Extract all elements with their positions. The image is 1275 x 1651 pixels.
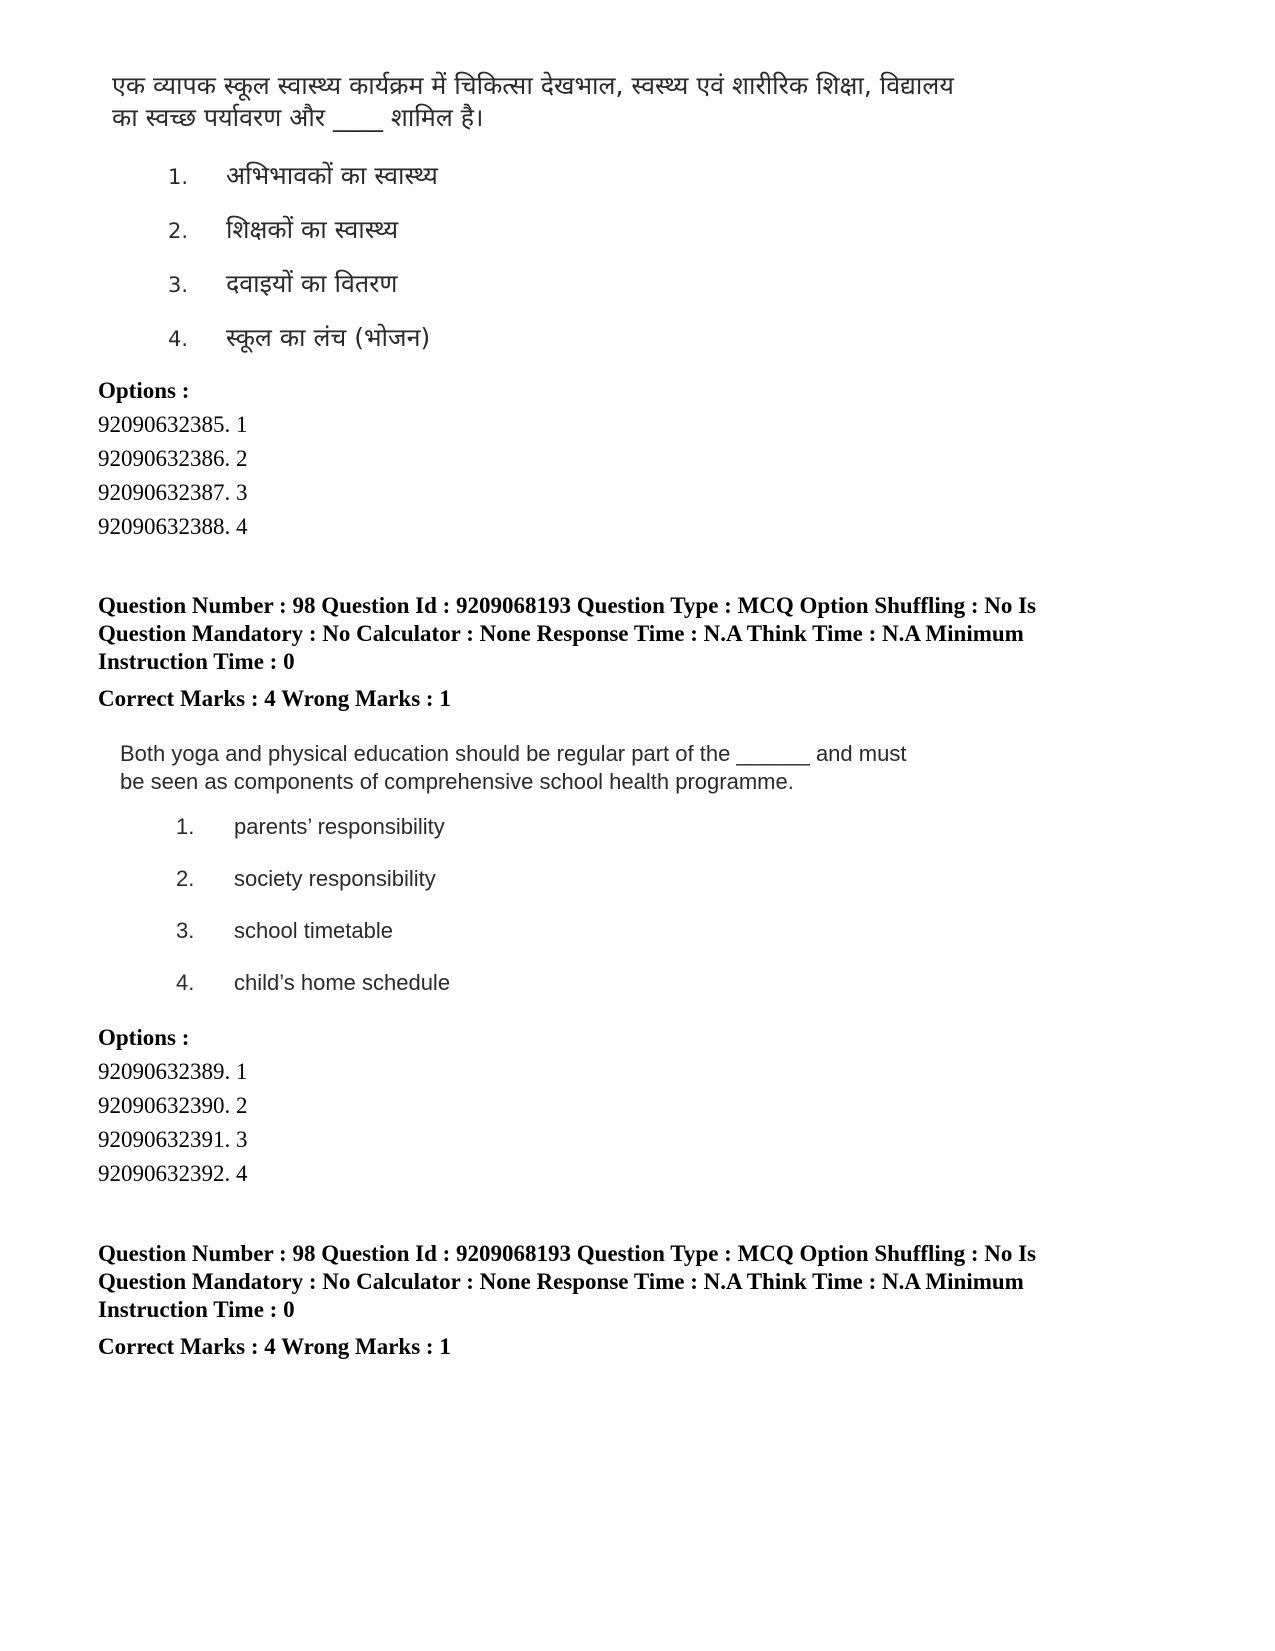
meta-line-1: Question Number : 98 Question Id : 9209068193 Question Type : MCQ Option Shuffling : No Is: [98, 593, 1037, 618]
marks-line-1: Correct Marks : 4 Wrong Marks : 1: [98, 686, 451, 711]
option-id-1: 92090632385. 1: [98, 412, 248, 437]
option-id-2: 92090632386. 2: [98, 446, 248, 471]
hindi-choice-number: 2.: [168, 219, 189, 243]
hindi-choice-number: 4.: [168, 327, 189, 351]
hindi-choice-number: 3.: [168, 273, 189, 297]
question-meta-1: [98, 592, 1208, 676]
english-choice-text: child’s home schedule: [234, 970, 451, 995]
option-id-6: 92090632390. 2: [98, 1093, 248, 1118]
english-choice-text: society responsibility: [234, 866, 436, 891]
english-choice-number: 1.: [176, 814, 195, 839]
english-choice-text: school timetable: [234, 918, 393, 943]
option-id-3: 92090632387. 3: [98, 480, 248, 505]
options-label-1: Options :: [98, 378, 190, 403]
english-choice-2: [176, 866, 436, 892]
hindi-choice-1: [168, 160, 438, 193]
hindi-choice-text: अभिभावकों का स्वास्थ्य: [226, 161, 438, 190]
question-meta-2: [98, 1240, 1208, 1324]
meta-line-3: Instruction Time : 0: [98, 649, 295, 674]
hindi-question-stem: [112, 70, 1012, 134]
english-choice-number: 3.: [176, 918, 195, 943]
option-id-7: 92090632391. 3: [98, 1127, 248, 1152]
hindi-stem-line-2: का स्वच्छ पर्यावरण और ____ शामिल है।: [112, 103, 484, 132]
option-id-5: 92090632389. 1: [98, 1059, 248, 1084]
english-choice-1: [176, 814, 445, 840]
hindi-stem-line-1: एक व्यापक स्कूल स्वास्थ्य कार्यक्रम में चिकित्सा देखभाल, स्वस्थ्य एवं शारीरिक शिक्षा, विद्यालय: [112, 71, 954, 100]
hindi-choice-text: स्कूल का लंच (भोजन): [226, 323, 431, 352]
meta-line-1: Question Number : 98 Question Id : 9209068193 Question Type : MCQ Option Shuffling : No Is: [98, 1241, 1037, 1266]
options-label-2: Options :: [98, 1025, 190, 1050]
english-question-stem: [120, 740, 1000, 796]
english-choice-number: 4.: [176, 970, 195, 995]
option-id-8: 92090632392. 4: [98, 1161, 248, 1186]
english-choice-number: 2.: [176, 866, 195, 891]
hindi-choice-text: दवाइयों का वितरण: [226, 269, 398, 298]
option-id-4: 92090632388. 4: [98, 514, 248, 539]
marks-line-2: Correct Marks : 4 Wrong Marks : 1: [98, 1334, 451, 1359]
hindi-choice-3: [168, 268, 397, 301]
meta-line-2: Question Mandatory : No Calculator : None Response Time : N.A Think Time : N.A Minimum: [98, 1269, 1024, 1294]
english-stem-line-2: be seen as components of comprehensive school health programme.: [120, 769, 794, 794]
hindi-choice-2: [168, 214, 398, 247]
hindi-choice-text: शिक्षकों का स्वास्थ्य: [226, 215, 399, 244]
meta-line-2: Question Mandatory : No Calculator : None Response Time : N.A Think Time : N.A Minimum: [98, 621, 1024, 646]
hindi-choice-4: [168, 322, 430, 355]
hindi-choice-number: 1.: [168, 165, 189, 189]
english-choice-text: parents’ responsibility: [234, 814, 445, 839]
english-choice-4: [176, 970, 450, 996]
meta-line-3: Instruction Time : 0: [98, 1297, 295, 1322]
english-choice-3: [176, 918, 393, 944]
english-stem-line-1: Both yoga and physical education should be regular part of the ______ and must: [120, 741, 907, 766]
